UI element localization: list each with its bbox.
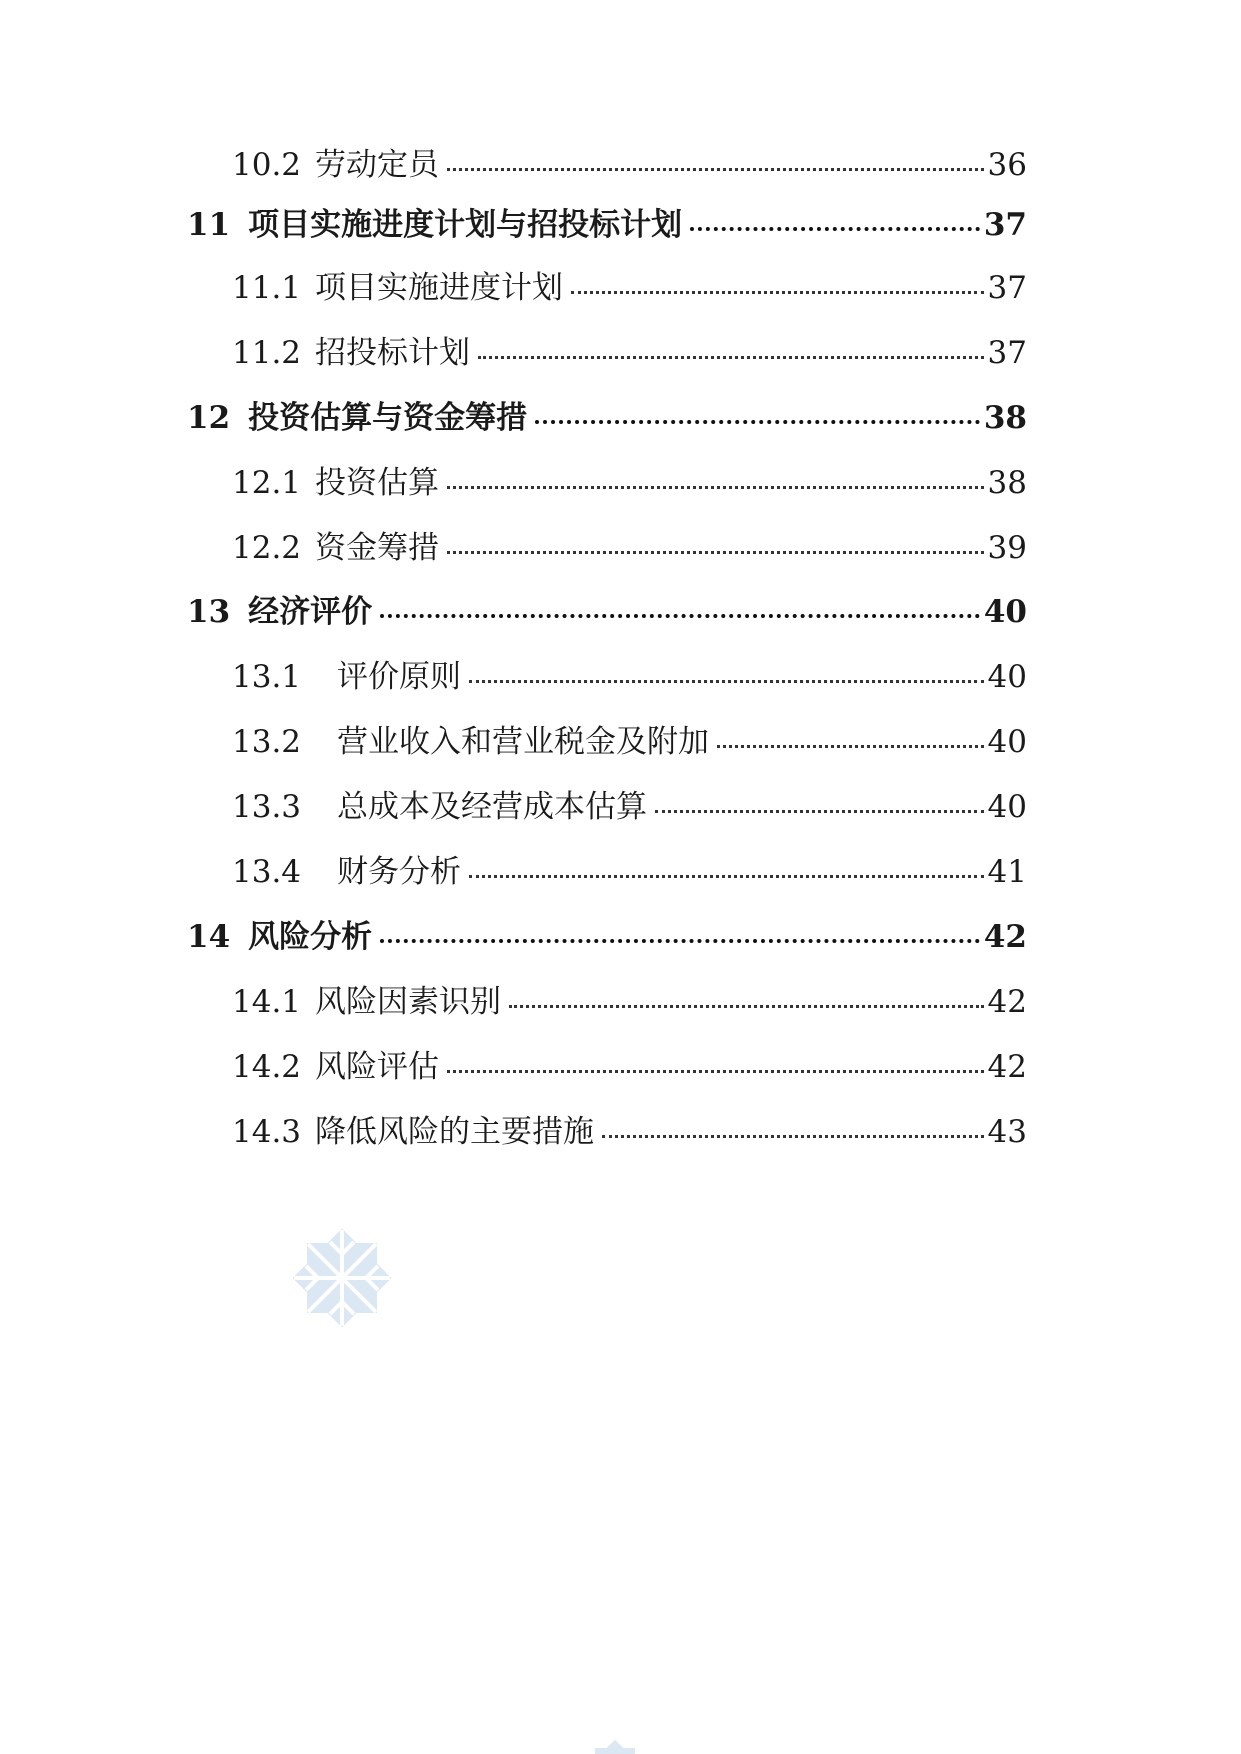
- toc-chapter-entry[interactable]: [187, 396, 1027, 440]
- toc-entry-title: 投资估算: [315, 465, 440, 501]
- toc-entry-number: 13: [187, 594, 231, 630]
- toc-entry-title: 风险分析: [248, 919, 373, 955]
- toc-entry-number: 12.2: [232, 530, 302, 566]
- toc-entry-number: 10.2: [232, 147, 302, 183]
- toc-dot-leader: [469, 680, 984, 683]
- toc-entry-title: 项目实施进度计划: [315, 270, 564, 306]
- toc-entry[interactable]: [232, 1045, 1027, 1089]
- toc-entry-title: 评价原则: [337, 659, 462, 695]
- toc-dot-leader: [509, 1005, 984, 1008]
- toc-entry-title: 劳动定员: [315, 147, 440, 183]
- toc-entry[interactable]: [232, 720, 1027, 764]
- toc-entry-number: 11.1: [232, 270, 302, 306]
- toc-entry[interactable]: [232, 331, 1027, 375]
- toc-dot-leader: [655, 810, 984, 813]
- toc-entry-page: 37: [987, 335, 1027, 371]
- toc-entry-number: 13.3: [232, 789, 302, 825]
- toc-entry[interactable]: [232, 143, 1027, 187]
- toc-entry-title: 风险评估: [315, 1049, 440, 1085]
- toc-entry-title: 项目实施进度计划与招投标计划: [248, 207, 683, 243]
- toc-dot-leader: [447, 551, 984, 554]
- toc-entry[interactable]: [232, 266, 1027, 310]
- toc-chapter-entry[interactable]: [187, 590, 1027, 634]
- toc-entry-page: 37: [983, 207, 1027, 243]
- snowflake-logo-icon: [272, 1208, 412, 1348]
- toc-dot-leader: [602, 1135, 984, 1138]
- toc-entry-page: 36: [987, 147, 1027, 183]
- toc-entry-number: 14.2: [232, 1049, 302, 1085]
- toc-entry-title: 经济评价: [248, 594, 373, 630]
- toc-entry-title: 投资估算与资金筹措: [248, 400, 528, 436]
- toc-entry-page: 40: [987, 724, 1027, 760]
- toc-entry-number: 13.2: [232, 724, 302, 760]
- toc-entry-title: 招投标计划: [315, 335, 471, 371]
- toc-entry-page: 39: [987, 530, 1027, 566]
- toc-entry[interactable]: [232, 785, 1027, 829]
- toc-entry-page: 42: [987, 984, 1027, 1020]
- toc-entry-page: 43: [987, 1114, 1027, 1150]
- toc-entry-title: 财务分析: [337, 854, 462, 890]
- toc-entry-page: 42: [983, 919, 1027, 955]
- toc-entry-number: 11.2: [232, 335, 302, 371]
- toc-dot-leader: [447, 1070, 984, 1073]
- toc-entry[interactable]: [232, 850, 1027, 894]
- toc-dot-leader: [380, 614, 980, 618]
- toc-entry-page: 42: [987, 1049, 1027, 1085]
- toc-entry-page: 40: [983, 594, 1027, 630]
- toc-entry-page: 40: [987, 789, 1027, 825]
- toc-entry[interactable]: [232, 526, 1027, 570]
- toc-entry-number: 12.1: [232, 465, 302, 501]
- toc-entry-number: 14: [187, 919, 231, 955]
- toc-dot-leader: [478, 356, 984, 359]
- toc-entry-number: 12: [187, 400, 231, 436]
- toc-dot-leader: [447, 486, 984, 489]
- toc-entry-title: 营业收入和营业税金及附加: [337, 724, 710, 760]
- toc-entry-page: 40: [987, 659, 1027, 695]
- toc-dot-leader: [380, 939, 980, 943]
- snowflake-logo-icon: [575, 1728, 655, 1754]
- toc-entry-number: 13.1: [232, 659, 302, 695]
- toc-entry-page: 41: [987, 854, 1027, 890]
- toc-dot-leader: [535, 420, 980, 424]
- toc-entry-page: 37: [987, 270, 1027, 306]
- toc-chapter-entry[interactable]: [187, 915, 1027, 959]
- toc-dot-leader: [571, 291, 984, 294]
- toc-entry[interactable]: [232, 1110, 1027, 1154]
- toc-dot-leader: [447, 168, 984, 171]
- toc-entry-title: 风险因素识别: [315, 984, 502, 1020]
- toc-entry-page: 38: [983, 400, 1027, 436]
- toc-entry-number: 14.1: [232, 984, 302, 1020]
- toc-dot-leader: [717, 745, 984, 748]
- toc-chapter-entry[interactable]: [187, 203, 1027, 247]
- toc-entry-number: 14.3: [232, 1114, 302, 1150]
- toc-entry[interactable]: [232, 980, 1027, 1024]
- toc-entry-title: 降低风险的主要措施: [315, 1114, 595, 1150]
- toc-entry-number: 13.4: [232, 854, 302, 890]
- toc-entry[interactable]: [232, 461, 1027, 505]
- toc-entry-page: 38: [987, 465, 1027, 501]
- toc-dot-leader: [690, 227, 980, 231]
- toc-entry-title: 总成本及经营成本估算: [337, 789, 648, 825]
- toc-dot-leader: [469, 875, 984, 878]
- toc-entry[interactable]: [232, 655, 1027, 699]
- toc-entry-title: 资金筹措: [315, 530, 440, 566]
- toc-entry-number: 11: [187, 207, 231, 243]
